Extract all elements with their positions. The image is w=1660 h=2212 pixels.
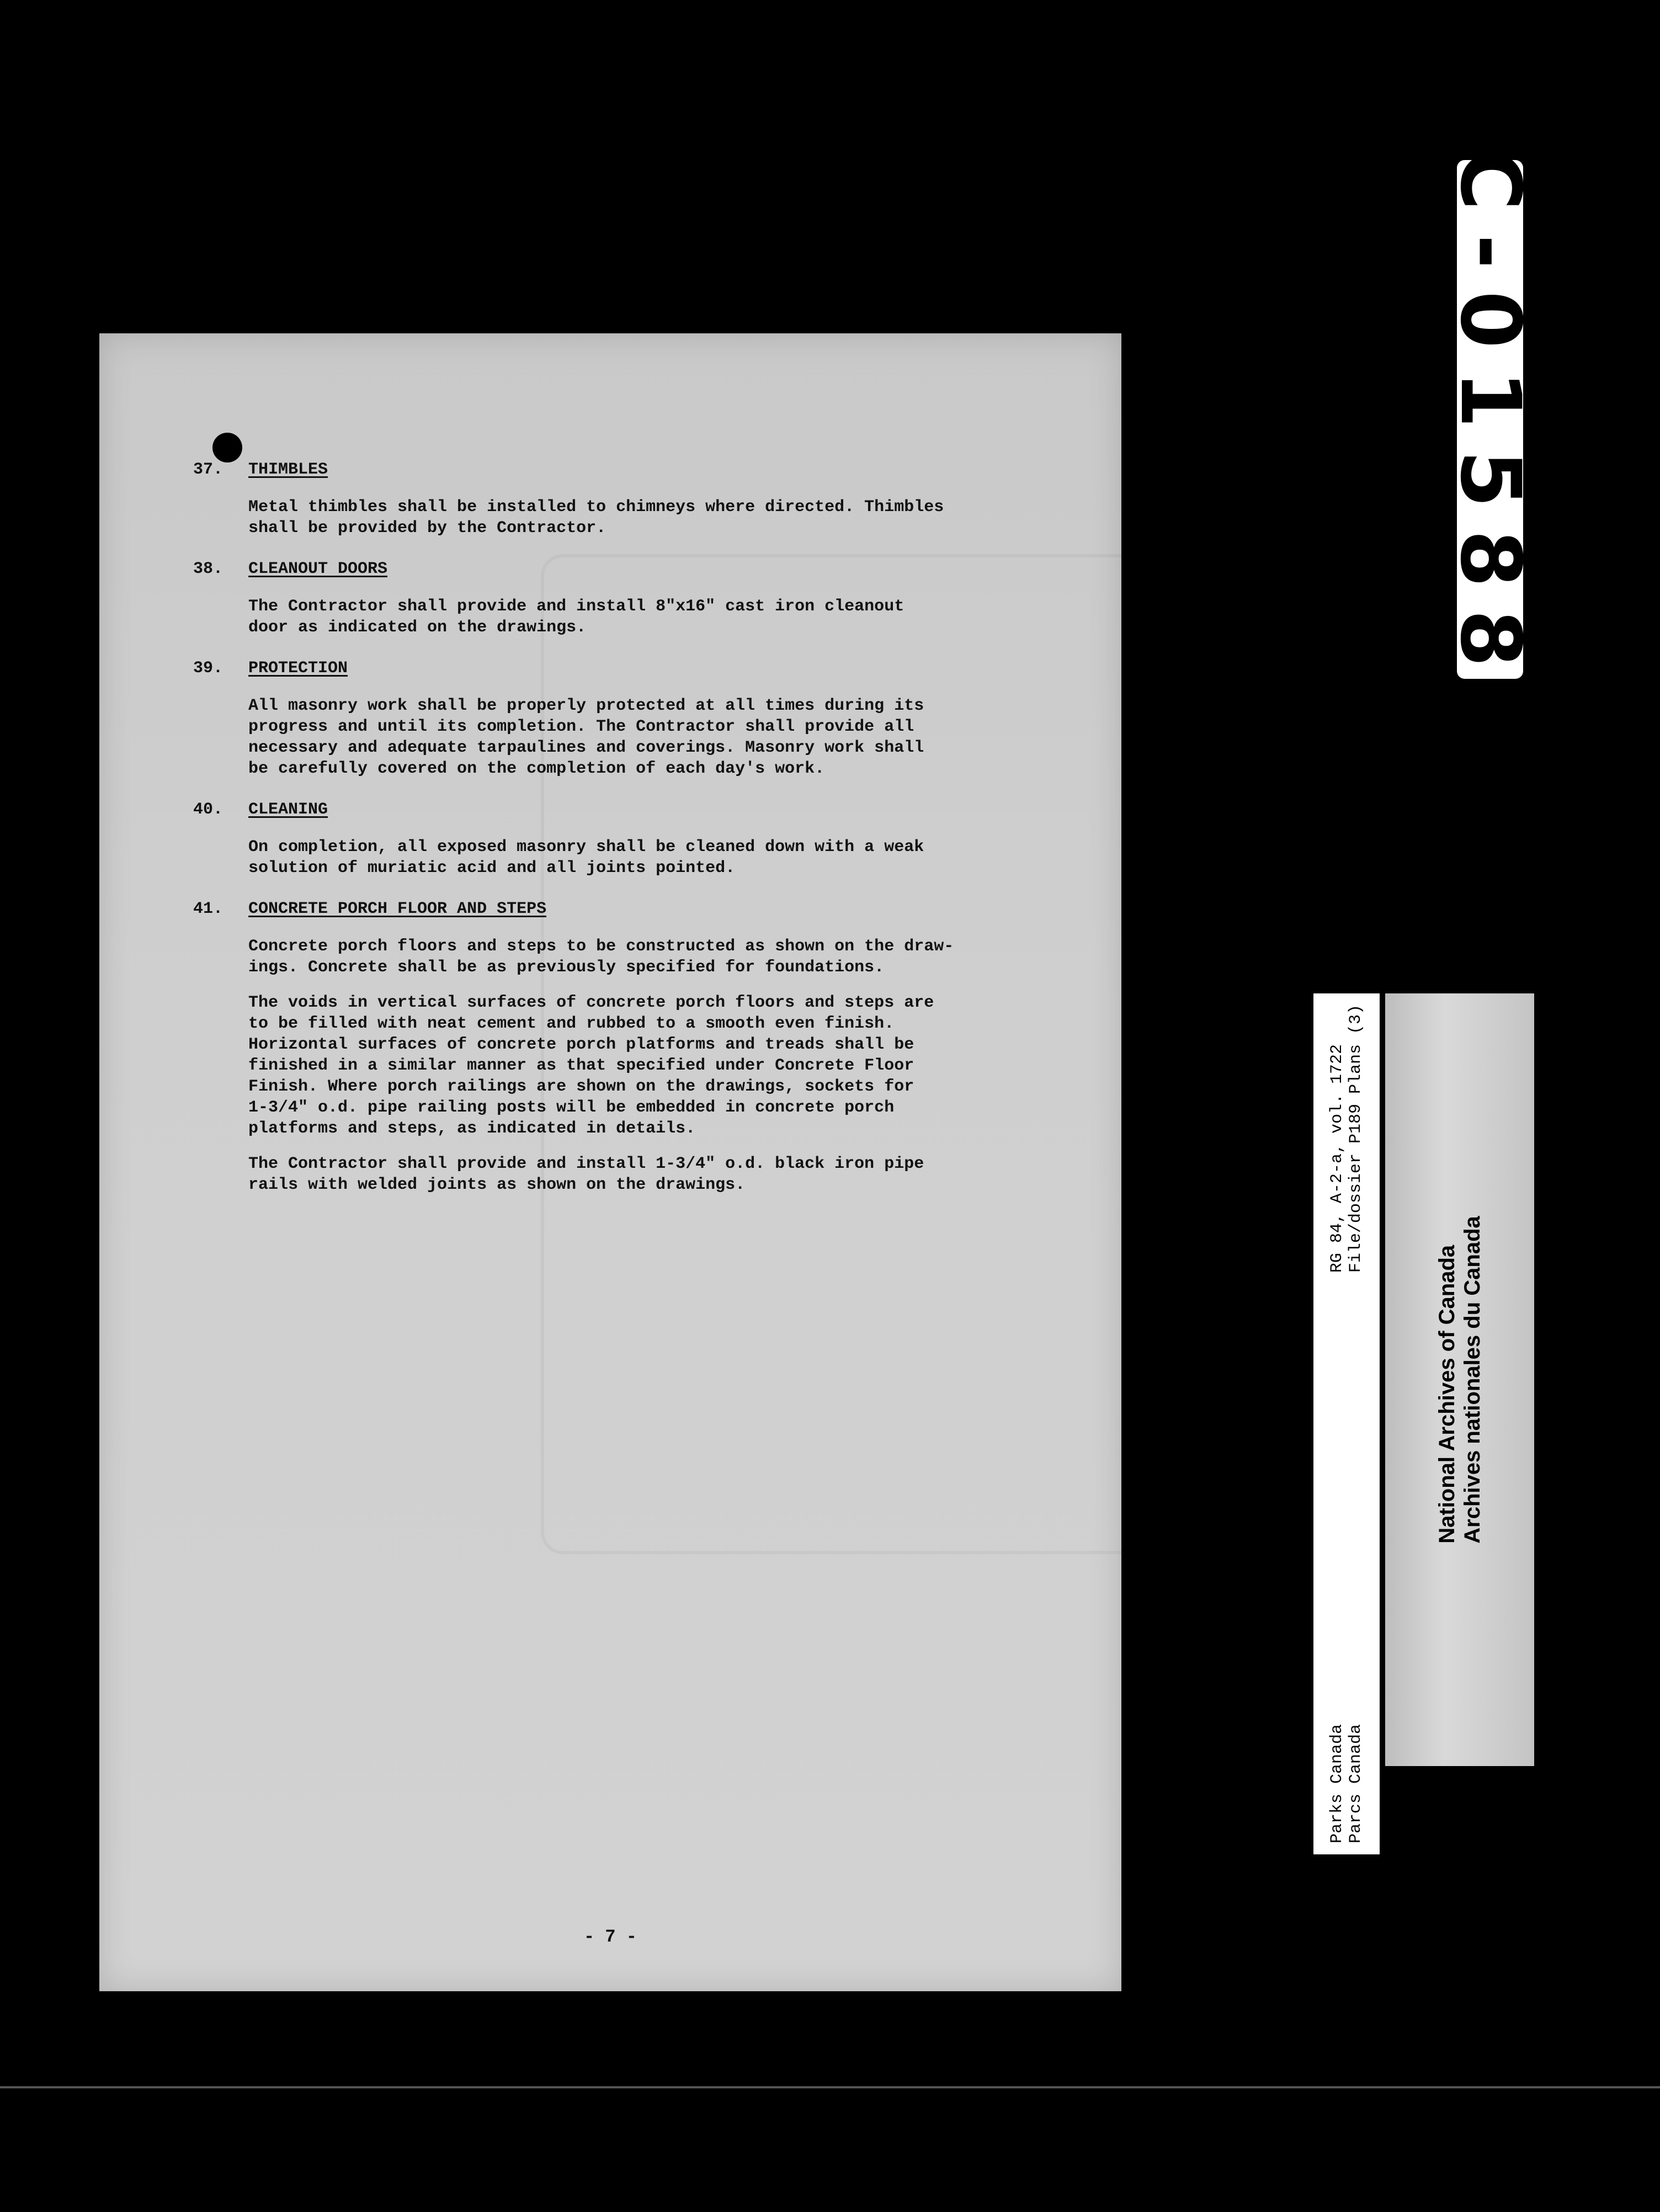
section-title: CONCRETE PORCH FLOOR AND STEPS bbox=[248, 900, 547, 918]
document-page bbox=[99, 333, 1121, 1991]
punch-hole bbox=[212, 433, 242, 462]
section-number: 39. bbox=[193, 659, 224, 678]
archives-name-fr: Archives nationales du Canada bbox=[1460, 1216, 1485, 1544]
section-37 bbox=[193, 460, 1087, 539]
fonds-reference: RG 84, A-2-a, vol. 1722 File/dossier P189 Plans (3) bbox=[1328, 1004, 1365, 1273]
reel-number-label bbox=[1442, 150, 1538, 689]
section-title: THIMBLES bbox=[248, 460, 328, 479]
archives-name-en: National Archives of Canada bbox=[1435, 1245, 1459, 1544]
section-number: 37. bbox=[193, 460, 224, 479]
section-number: 41. bbox=[193, 900, 224, 918]
reference-card bbox=[1313, 993, 1380, 1854]
agency-name: Parks Canada Parcs Canada bbox=[1328, 1724, 1365, 1843]
section-title: PROTECTION bbox=[248, 659, 348, 678]
section-paragraph: Metal thimbles shall be installed to chimneys where directed. Thimbles shall be provided by the Contractor. bbox=[248, 498, 944, 538]
section-title: CLEANING bbox=[248, 800, 328, 819]
section-number: 38. bbox=[193, 560, 224, 578]
section-number: 40. bbox=[193, 800, 224, 819]
page-number: - 7 - bbox=[583, 1927, 637, 1947]
archives-card bbox=[1385, 993, 1534, 1766]
section-paragraph: On completion, all exposed masonry shall be cleaned down with a weak solution of muriatic acid and all joints pointed. bbox=[248, 838, 924, 878]
section-41 bbox=[193, 900, 1087, 1195]
page-body bbox=[193, 460, 1087, 1216]
section-39 bbox=[193, 659, 1087, 779]
section-paragraph: The voids in vertical surfaces of concrete porch floors and steps are to be filled with neat cement and rubbed to a smooth even finish. Horizontal surfaces of concrete porch platforms and treads shall be finished in a similar manner as that specified under Concrete Floor Finish. Where porch railings are shown on the drawings, sockets for 1-3/4" o.d. pipe railing posts will be embedded in concrete porch platforms and steps, as indicated in details. bbox=[248, 993, 934, 1138]
section-paragraph: The Contractor shall provide and install 8"x16" cast iron cleanout door as indicated on the drawings. bbox=[248, 597, 905, 637]
frame-edge-line bbox=[0, 2086, 1660, 2088]
reel-number: C-01588 bbox=[1442, 150, 1538, 689]
section-paragraph: The Contractor shall provide and install 1-3/4" o.d. black iron pipe rails with welded joints as shown on the drawings. bbox=[248, 1155, 924, 1194]
section-paragraph: Concrete porch floors and steps to be constructed as shown on the draw- ings. Concrete shall be as previously specified for foundations. bbox=[248, 937, 954, 977]
section-paragraph: All masonry work shall be properly protected at all times during its progress and until its completion. The Contractor shall provide all necessary and adequate tarpaulines and coverings. Masonry work shall be carefully covered on the completion of each day's work. bbox=[248, 696, 924, 778]
section-38 bbox=[193, 560, 1087, 638]
section-40 bbox=[193, 800, 1087, 879]
section-title: CLEANOUT DOORS bbox=[248, 560, 388, 578]
